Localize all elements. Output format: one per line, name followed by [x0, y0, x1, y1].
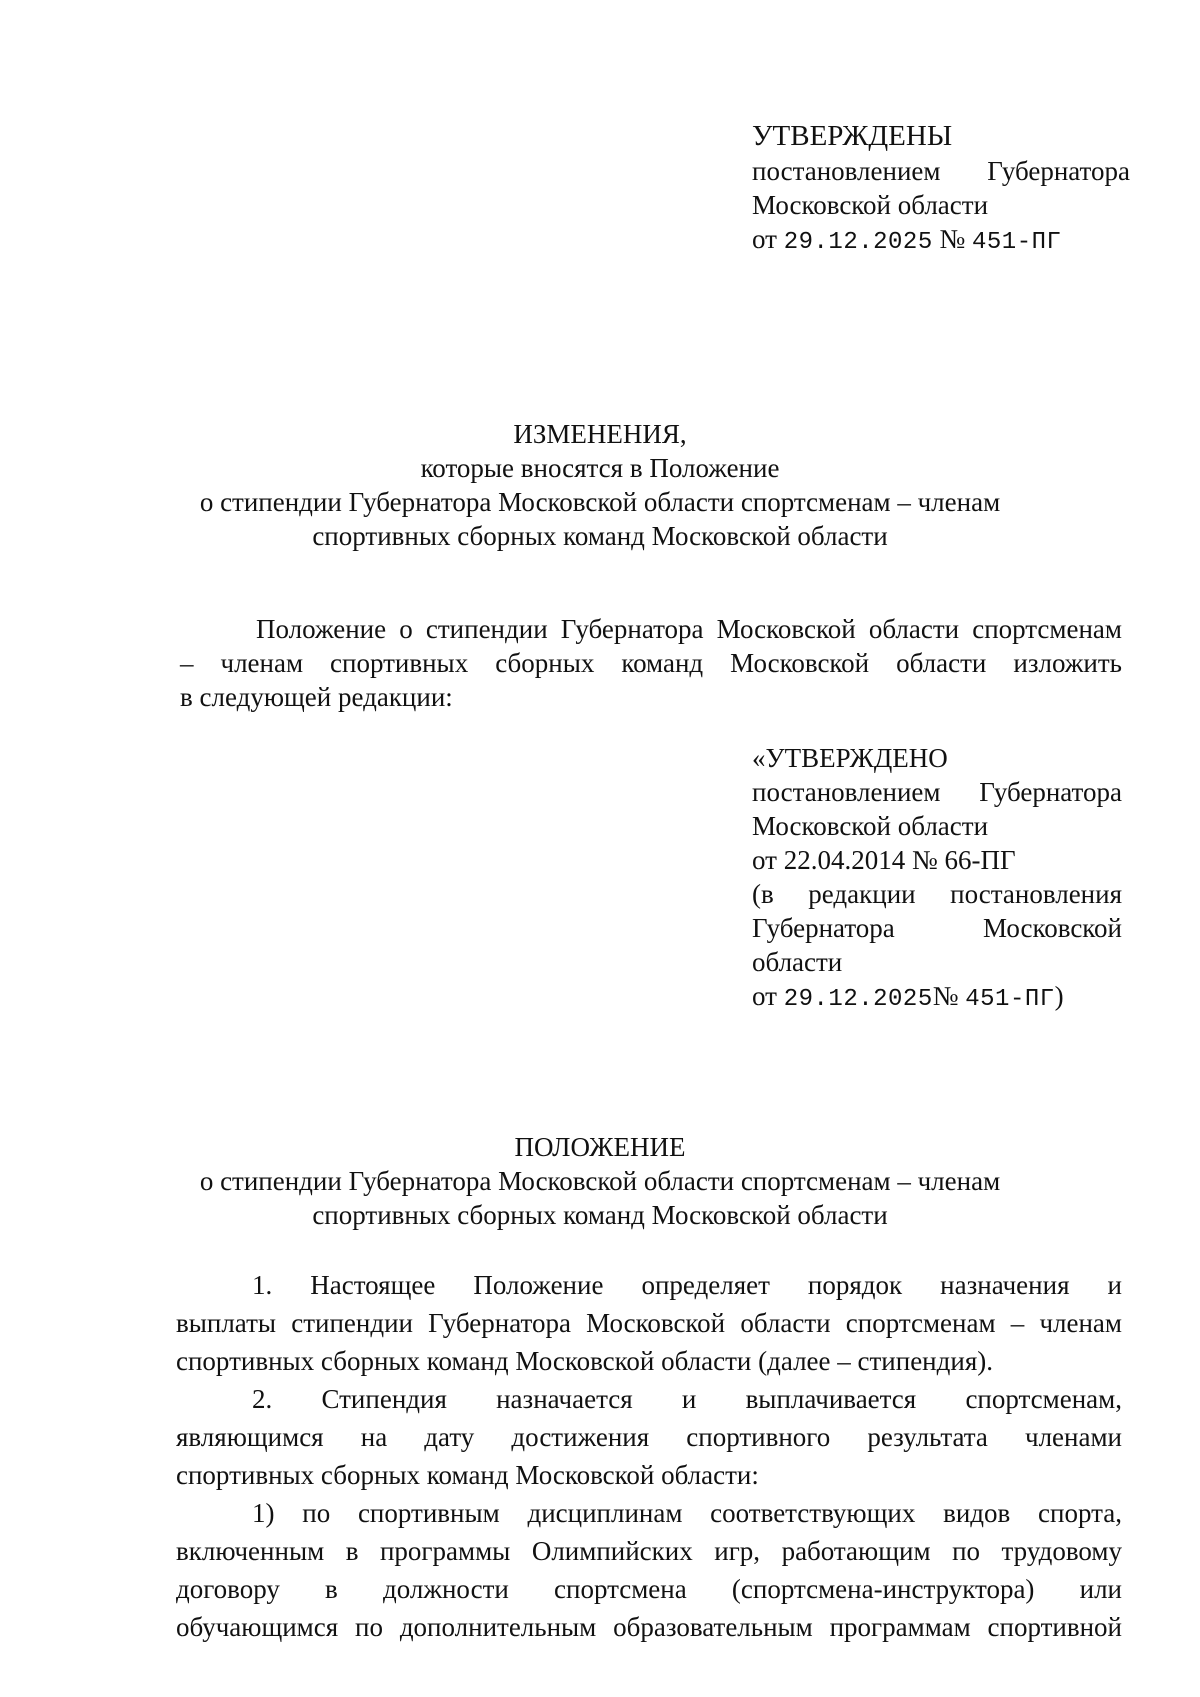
word: 1.	[252, 1270, 273, 1300]
approval-number: 451-ПГ	[965, 986, 1055, 1013]
intro-paragraph	[180, 612, 1122, 714]
approval-number-sign: №	[932, 224, 972, 254]
approval-number-sign: №	[932, 981, 966, 1011]
word: спорта,	[1038, 1498, 1122, 1528]
regulation-heading: ПОЛОЖЕНИЕ	[514, 1132, 686, 1162]
word: по	[302, 1498, 331, 1528]
approval-line: постановлением Губернатора	[752, 777, 1122, 807]
changes-subtitle: которые вносятся в Положение	[420, 453, 780, 483]
word: 1)	[252, 1498, 275, 1528]
intro-line: в следующей редакции:	[180, 682, 453, 712]
approval-date-line	[752, 979, 1122, 1017]
paragraph-2-first-line	[176, 1382, 1122, 1420]
regulation-subtitle: спортивных сборных команд Московской области	[312, 1200, 888, 1230]
paragraph-1-first-line	[176, 1268, 1122, 1306]
approval-heading: «УТВЕРЖДЕНО	[752, 743, 948, 773]
intro-line: – членам спортивных сборных команд Московской области изложить	[180, 648, 1122, 678]
word: дисциплинам	[527, 1498, 683, 1528]
approval-date-line	[752, 222, 1130, 260]
regulation-subtitle: о стипендии Губернатора Московской области спортсменам – членам	[199, 1166, 1001, 1196]
word: Стипендия	[321, 1384, 447, 1414]
word: и	[681, 1384, 697, 1414]
approval-line: постановлением Губернатора	[752, 156, 1130, 186]
word: определяет	[641, 1270, 770, 1300]
approval-line: (в редакции постановления	[752, 879, 1122, 909]
approval-date-prefix: от	[752, 981, 784, 1011]
approval-stamp-top	[752, 118, 1130, 260]
approval-number: 451-ПГ	[972, 229, 1062, 256]
paragraph-line: спортивных сборных команд Московской области:	[176, 1460, 759, 1490]
approval-line: Губернатора Московской	[752, 913, 1122, 943]
paragraph-3-first-line	[176, 1496, 1122, 1534]
approval-date-suffix: )	[1054, 981, 1064, 1011]
changes-title	[0, 417, 1200, 553]
word: спортивным	[357, 1498, 500, 1528]
word: видов	[943, 1498, 1011, 1528]
word: Настоящее	[310, 1270, 436, 1300]
approval-line: Московской области	[752, 811, 989, 841]
approval-date: 29.12.2025	[783, 229, 933, 256]
changes-heading: ИЗМЕНЕНИЯ,	[513, 419, 687, 449]
word: Положение	[473, 1270, 604, 1300]
approval-stamp-quoted	[752, 741, 1122, 1017]
paragraph-line: включенным в программы Олимпийских игр, работающим по трудовому	[176, 1536, 1122, 1566]
paragraph-line: спортивных сборных команд Московской области (далее – стипендия).	[176, 1346, 993, 1376]
word: и	[1107, 1270, 1122, 1300]
approval-line: области	[752, 947, 843, 977]
word: порядок	[807, 1270, 903, 1300]
changes-subtitle: спортивных сборных команд Московской области	[312, 521, 888, 551]
approval-date-prefix: от	[752, 224, 784, 254]
word: соответствующих	[710, 1498, 916, 1528]
approval-date: 29.12.2025	[783, 986, 933, 1013]
word: спортсменам,	[965, 1384, 1122, 1414]
paragraph-line: обучающимся по дополнительным образовательным программам спортивной	[176, 1612, 1122, 1642]
word: назначается	[496, 1384, 633, 1414]
paragraph-line: являющимся на дату достижения спортивного результата членами	[176, 1422, 1122, 1452]
approval-line: Московской области	[752, 190, 989, 220]
changes-subtitle: о стипендии Губернатора Московской области спортсменам – членам	[199, 487, 1001, 517]
paragraph-line: выплаты стипендии Губернатора Московской области спортсменам – членам	[176, 1308, 1122, 1338]
regulation-title	[0, 1130, 1200, 1232]
approval-heading: УТВЕРЖДЕНЫ	[752, 120, 953, 152]
approval-line: от 22.04.2014 № 66-ПГ	[752, 845, 1016, 875]
word: назначения	[940, 1270, 1070, 1300]
word: 2.	[252, 1384, 273, 1414]
word: выплачивается	[745, 1384, 917, 1414]
paragraph-line: договору в должности спортсмена (спортсмена-инструктора) или	[176, 1574, 1122, 1604]
regulation-body	[176, 1268, 1122, 1648]
intro-line: Положение о стипендии Губернатора Московской области спортсменам	[256, 614, 1122, 644]
